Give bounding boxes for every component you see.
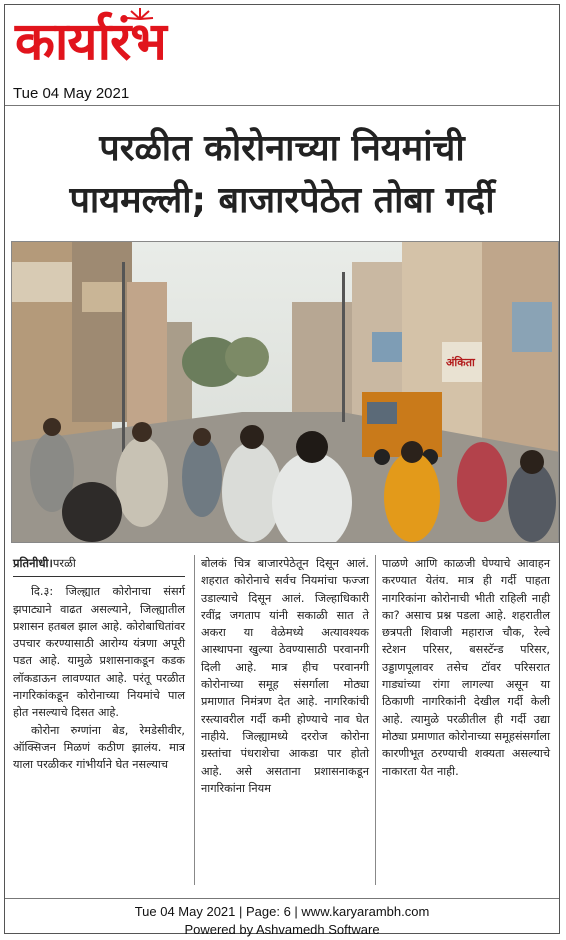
headline — [5, 123, 559, 227]
footer-powered-by: Powered by Ashvamedh Software — [184, 922, 380, 937]
masthead — [5, 5, 559, 106]
article-column-3 — [375, 555, 550, 885]
shop-sign: अंकिता — [446, 356, 475, 369]
paragraph: बोलकं चित्र बाजारपेठेतून दिसून आलं. शहरात कोरोनाचे सर्वच नियमांचा फज्जा उडाल्याचे दिसून आलं. जिल्हाधिकारी रवींद्र जगताप यांनी सकाळी सात ते अकरा या वेळेमध्ये अत्यावश्यक आस्थापना खुल्या ठेवण्यासाठी परवानगी दिली आहे. मात्र हीच परवानगी कोरोनाच्या समूह संसर्गाला मोठ्या प्रमाणात निमंत्रण देत आहे. नागरिकांची रस्त्यावरील गर्दी कमी होण्याचे नाव घेत नाहीये. जिल्ह्यामध्ये दररोज कोरोना ग्रस्तांचा पंधराशेचा आकडा पार होतो आहे. असे असताना प्रशासनाकडून नागरिकांना नियम — [201, 557, 369, 795]
byline-separator: । — [48, 556, 53, 570]
footer-page-info[interactable]: Tue 04 May 2021 | Page: 6 | www.karyarambh.com — [134, 904, 430, 919]
paragraph: कोरोना रुग्णांना बेड, रेमडेसीवीर, ऑक्सिजन मिळणं कठीण झालंय. मात्र याला परळीकर गांभीर्याने घेत नसल्याच — [13, 723, 185, 772]
logo[interactable]: कार्यारंभ — [15, 12, 166, 72]
footer — [5, 898, 559, 939]
article-column-2 — [194, 555, 369, 885]
page-frame — [4, 4, 560, 937]
article-body — [5, 555, 559, 885]
headline-line-1: परळीत कोरोनाच्या नियमांची — [99, 128, 465, 169]
article-column-1 — [13, 555, 185, 774]
byline — [13, 555, 185, 577]
news-photo — [11, 241, 559, 543]
byline-place: परळी — [52, 556, 76, 570]
headline-line-2: पायमल्ली; बाजारपेठेत तोबा गर्दी — [69, 180, 495, 221]
crowded-market-street-photo — [12, 242, 559, 543]
paragraph: दि.३: जिल्ह्यात कोरोनाचा संसर्ग झपाट्याने वाढत असल्याने, जिल्ह्यातील प्रशासन हतबल झाल आहे. कोरोबाधितांवर उपचार करण्यासाठी आरोग्य यंत्रणा अपूरी पडत आहे. यामुळे प्रशासनाकडून कडक लॉकडाऊन लावण्यात आहे. परंतू परळीत नागरिकांकडून कोरोनाच्या नियमांचे पाल होत नसल्याचे दिसत आहे. — [13, 585, 185, 720]
issue-date: Tue 04 May 2021 — [13, 85, 130, 102]
byline-label: प्रतिनीधी — [13, 556, 49, 570]
paragraph: पाळणे आणि काळजी घेण्याचे आवाहन करण्यात येतंय. मात्र ही गर्दी पाहता नागरिकांना कोरोनाची भीती राहिली नाही का? असाच प्रश्न पडला आहे. शहरातील छत्रपती शिवाजी महाराज चौक, रेल्वे स्टेशन परिसर, बसस्टॅन्ड परिसर, उड्डाणपूलावर तसेच टॉवर परिसरात गाड्यांच्या रांगा लागल्या असून या ठिकाणी नागरिकांनी देखील गर्दी केली आहे. त्यामुळे परळीतील ही गर्दी उद्या मोठ्या प्रमाणात कोरोनाच्या समूहसंसर्गाला कारणीभूत ठरण्याची शक्यता असल्याचे नाकारता येत नाही. — [382, 557, 550, 778]
